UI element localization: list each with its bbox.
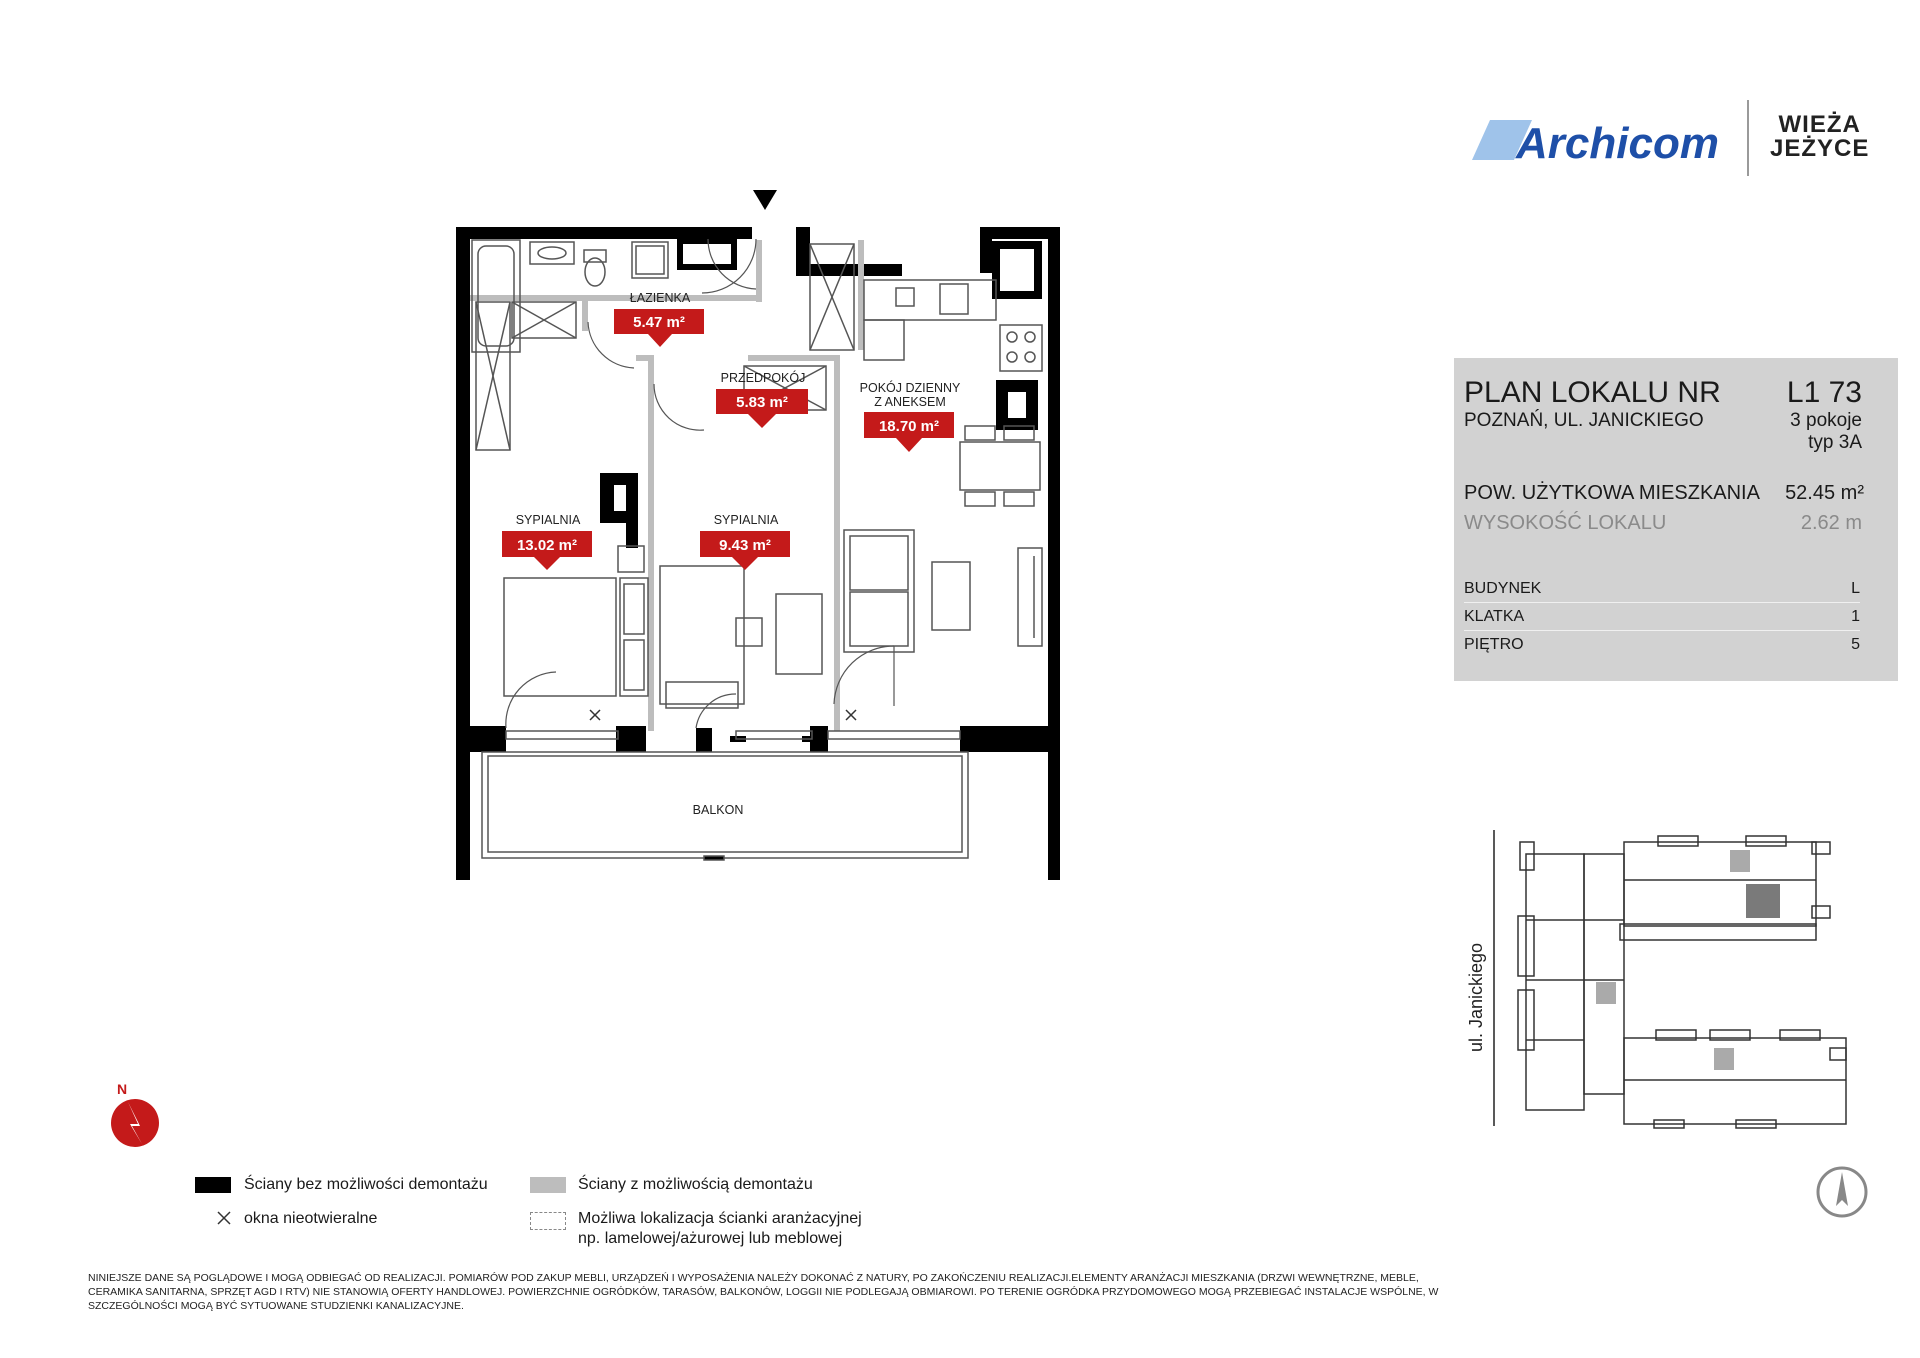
svg-text:9.43 m²: 9.43 m²: [719, 537, 771, 554]
north-compass-icon: [108, 1096, 162, 1150]
floor-plan: [440, 180, 1080, 880]
legend-fixed-walls: Ściany bez możliwości demontażu: [244, 1176, 488, 1193]
room-name-bedroom-1: SYPIALNIA: [515, 513, 581, 527]
area-badge-bedroom-1: [502, 531, 592, 570]
legend-partition-line2: np. lamelowej/ażurowej lub meblowej: [578, 1230, 843, 1247]
staircase-label: KLATKA: [1464, 608, 1525, 625]
svg-text:13.02 m²: 13.02 m²: [516, 537, 578, 554]
floor-label: PIĘTRO: [1464, 636, 1524, 653]
logo-brand-text: Archicom: [1516, 119, 1719, 168]
staircase-marker: [1596, 982, 1616, 1004]
site-plan: [1460, 820, 1880, 1140]
building-value: L: [1851, 580, 1860, 597]
sink-icon: [530, 242, 574, 264]
fixed-window-x-icon: [216, 1210, 232, 1226]
sofa-icon: [844, 530, 914, 652]
unit-number: L1 73: [1786, 376, 1862, 409]
legend-swatch-partition: [530, 1212, 566, 1230]
area-badge-hall: [716, 389, 808, 428]
wardrobe-icon: [476, 302, 510, 450]
room-name-bathroom: ŁAZIENKA: [629, 291, 691, 305]
entrance-arrow-icon: [753, 190, 777, 210]
panel-divider: [1464, 602, 1860, 603]
staircase-marker: [1714, 1048, 1734, 1070]
area-badge-bathroom: [614, 309, 704, 347]
unit-address: POZNAŃ, UL. JANICKIEGO: [1464, 410, 1704, 431]
building-outline: [1518, 836, 1846, 1128]
legend-fixed-windows: okna nieotwieralne: [244, 1210, 378, 1227]
bed-icon: [504, 546, 648, 696]
svg-text:5.83 m²: 5.83 m²: [736, 394, 788, 411]
svg-text:18.70 m²: 18.70 m²: [878, 418, 940, 435]
area-badge-living: [864, 412, 954, 452]
street-label: ul. Janickiego: [1466, 942, 1486, 1052]
archicom-logo: [1472, 112, 1732, 176]
staircase-marker: [1730, 850, 1750, 872]
unit-height-value: 2.62 m: [1800, 512, 1862, 534]
disclaimer-text: NINIEJSZE DANE SĄ POGLĄDOWE I MOGĄ ODBIEGAĆ OD REALIZACJI. POMIARÓW POD ZAKUP MEBLI, URZĄDZEŃ I WYPOSAŻENIA NALEŻY DOKONAĆ Z NATURY, PO ZAKOŃCZENIU REALIZACJI.ELEMENTY ARANŻACJI MIESZKANIA (DRZWI WEWNĘTRZNE, MEBLE, CERAMIKA SANITARNA, SPRZĘT AGD I RTV) NIE STANOWIĄ OFERTY HANDLOWEJ. POWIERZCHNIE OGRÓDKÓW, TARASÓW, BALKONÓW, LOGGII NIE PODLEGAJĄ OBMIAROWI. PO TERENIE OGRÓDKA PRZYDOMOWEGO MOGĄ PRZEBIEGAĆ INSTALACJE WSPÓLNE, W SZCZEGÓLNOŚCI MOGĄ BYĆ SYTUOWANE STUDZIENKI KANALIZACYJNE.: [88, 1272, 1439, 1312]
coffee-table-icon: [932, 562, 970, 630]
logo-divider: [1747, 100, 1749, 176]
plan-title: PLAN LOKALU NR: [1464, 376, 1721, 409]
unit-info-panel: [1454, 358, 1898, 681]
unit-height-label: WYSOKOŚĆ LOKALU: [1464, 512, 1667, 534]
highlighted-unit: [1746, 884, 1780, 918]
unit-type: typ 3A: [1808, 432, 1862, 453]
floor-value: 5: [1851, 636, 1860, 653]
usable-area-value: 52.45 m²: [1785, 482, 1864, 504]
legend-removable-walls: Ściany z możliwością demontażu: [578, 1176, 813, 1193]
legend-swatch-removable-walls: [530, 1177, 566, 1193]
legend-partition-line1: Możliwa lokalizacja ścianki aranżacyjnej: [578, 1210, 862, 1227]
north-label: N: [117, 1081, 128, 1097]
fixed-window-x-icon: [590, 710, 856, 720]
unit-rooms: 3 pokoje: [1790, 410, 1862, 431]
area-badge-bedroom-2: [700, 531, 790, 570]
room-name-balcony: BALKON: [692, 803, 744, 817]
legend-swatch-fixed-walls: [195, 1177, 231, 1193]
site-compass-icon: [1814, 1164, 1870, 1220]
panel-divider: [1464, 630, 1860, 631]
usable-area-label: POW. UŻYTKOWA MIESZKANIA: [1464, 482, 1760, 504]
room-name-living-2: Z ANEKSEM: [874, 395, 946, 409]
room-name-living-1: POKÓJ DZIENNY: [859, 381, 961, 395]
wardrobe-icon: [512, 302, 576, 338]
svg-text:5.47 m²: 5.47 m²: [633, 314, 685, 331]
staircase-value: 1: [1851, 608, 1860, 625]
project-logo-line1: WIEŻA: [1778, 111, 1861, 138]
project-logo: [1770, 113, 1869, 161]
room-name-bedroom-2: SYPIALNIA: [713, 513, 779, 527]
washing-machine-icon: [632, 242, 668, 278]
room-name-hall: PRZEDPOKÓJ: [720, 371, 806, 385]
wardrobe-icon: [810, 244, 854, 350]
toilet-icon: [584, 250, 606, 286]
bed-icon: [660, 566, 822, 708]
project-logo-line2: JEŻYCE: [1770, 135, 1870, 162]
building-label: BUDYNEK: [1464, 580, 1542, 597]
dining-table-icon: [960, 426, 1040, 506]
tv-cabinet-icon: [1018, 548, 1042, 646]
